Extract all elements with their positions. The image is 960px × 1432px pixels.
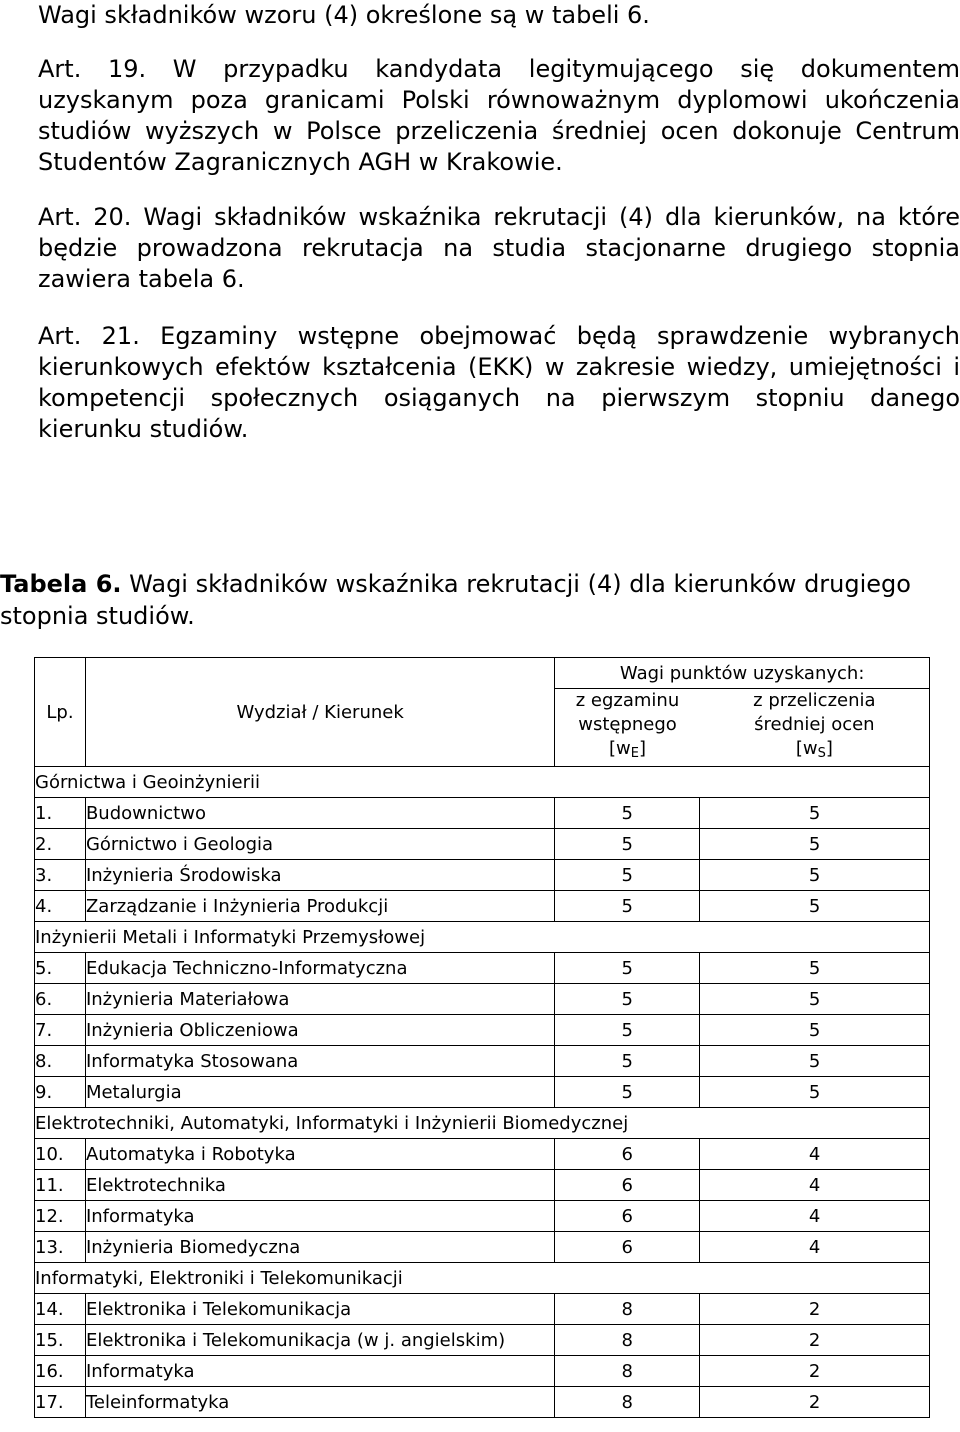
table-row [35,1077,930,1108]
row-number: 5. [35,953,86,984]
exam-weight: 6 [555,1232,700,1263]
exam-weight: 5 [555,1046,700,1077]
exam-weight: 5 [555,891,700,922]
program-name: Elektrotechnika [85,1170,554,1201]
header-lp: Lp. [35,658,86,767]
program-name: Edukacja Techniczno-Informatyczna [85,953,554,984]
table-row [35,1170,930,1201]
table-row [35,1387,930,1418]
table-caption-text: Wagi składników wskaźnika rekrutacji (4) dla kierunków drugiego stopnia studiów. [0,570,911,630]
weights-table-body [35,767,930,1418]
average-weight: 5 [700,1046,930,1077]
header-average-weight [700,689,930,767]
table-row [35,1232,930,1263]
article-19-text: W przypadku kandydata legitymującego się dokumentem uzyskanym poza granicami Polski równoważnym dyplomowi ukończenia studiów wyższych w Polsce przeliczenia średniej ocen dokonuje Centrum Studentów Zagranicznych AGH w Krakowie. [38,55,960,176]
average-weight: 4 [700,1139,930,1170]
header-exam-line1: z egzaminu [575,690,680,711]
table-caption [0,568,960,632]
table-row [35,891,930,922]
faculty-name: Informatyki, Elektroniki i Telekomunikacji [35,1263,930,1294]
exam-weight: 5 [555,829,700,860]
row-number: 3. [35,860,86,891]
average-weight: 5 [700,860,930,891]
header-exam-weight [555,689,700,767]
average-weight: 4 [700,1232,930,1263]
program-name: Zarządzanie i Inżynieria Produkcji [85,891,554,922]
intro-paragraph: Wagi składników wzoru (4) określone są w tabeli 6. [38,1,650,29]
header-average-line2: średniej ocen [754,714,875,735]
average-weight: 5 [700,1015,930,1046]
header-exam-symbol: $[w_E]$ [609,738,646,761]
faculty-row [35,922,930,953]
exam-weight: 6 [555,1139,700,1170]
exam-weight: 6 [555,1170,700,1201]
program-name: Elektronika i Telekomunikacja [85,1294,554,1325]
program-name: Budownictwo [85,798,554,829]
header-average-symbol: $[w_S]$ [795,738,833,761]
exam-weight: 6 [555,1201,700,1232]
program-name: Teleinformatyka [85,1387,554,1418]
table-row [35,798,930,829]
program-name: Inżynieria Środowiska [85,860,554,891]
table-row [35,1015,930,1046]
average-weight: 5 [700,984,930,1015]
program-name: Informatyka Stosowana [85,1046,554,1077]
exam-weight: 5 [555,798,700,829]
row-number: 4. [35,891,86,922]
program-name: Inżynieria Obliczeniowa [85,1015,554,1046]
average-weight: 5 [700,798,930,829]
article-20-text: Wagi składników wskaźnika rekrutacji (4) dla kierunków, na które będzie prowadzona rekrutacja na studia stacjonarne drugiego stopnia zawiera tabela 6. [38,203,960,293]
program-name: Inżynieria Biomedyczna [85,1232,554,1263]
article-20-number: Art. 20. [38,203,132,231]
faculty-name: Górnictwa i Geoinżynierii [35,767,930,798]
row-number: 17. [35,1387,86,1418]
table-caption-label: Tabela 6. [0,570,122,598]
exam-weight: 5 [555,984,700,1015]
program-name: Informatyka [85,1201,554,1232]
average-weight: 5 [700,953,930,984]
exam-weight: 8 [555,1387,700,1418]
average-weight: 4 [700,1201,930,1232]
program-name: Automatyka i Robotyka [85,1139,554,1170]
program-name: Metalurgia [85,1077,554,1108]
average-weight: 5 [700,891,930,922]
exam-weight: 8 [555,1356,700,1387]
article-19 [38,54,960,178]
exam-weight: 8 [555,1294,700,1325]
row-number: 14. [35,1294,86,1325]
faculty-name: Elektrotechniki, Automatyki, Informatyki i Inżynierii Biomedycznej [35,1108,930,1139]
header-weights-group: Wagi punktów uzyskanych: [555,658,930,689]
table-row [35,860,930,891]
table-row [35,1046,930,1077]
row-number: 8. [35,1046,86,1077]
table-row [35,1201,930,1232]
article-19-number: Art. 19. [38,55,147,83]
exam-weight: 5 [555,1077,700,1108]
average-weight: 5 [700,829,930,860]
average-weight: 2 [700,1356,930,1387]
program-name: Górnictwo i Geologia [85,829,554,860]
table-row [35,953,930,984]
average-weight: 2 [700,1294,930,1325]
article-21-text: Egzaminy wstępne obejmować będą sprawdzenie wybranych kierunkowych efektów kształcenia (EKK) w zakresie wiedzy, umiejętności i kompetencji społecznych osiąganych na pierwszym stopniu danego kierunku studiów. [38,322,960,443]
faculty-row [35,767,930,798]
table-row [35,1294,930,1325]
exam-weight: 5 [555,860,700,891]
row-number: 11. [35,1170,86,1201]
article-21 [38,321,960,445]
row-number: 9. [35,1077,86,1108]
faculty-name: Inżynierii Metali i Informatyki Przemysłowej [35,922,930,953]
row-number: 7. [35,1015,86,1046]
article-20 [38,202,960,295]
table-row [35,984,930,1015]
exam-weight: 5 [555,953,700,984]
faculty-row [35,1108,930,1139]
average-weight: 4 [700,1170,930,1201]
row-number: 1. [35,798,86,829]
row-number: 10. [35,1139,86,1170]
table-row [35,1356,930,1387]
average-weight: 2 [700,1387,930,1418]
program-name: Elektronika i Telekomunikacja (w j. angielskim) [85,1325,554,1356]
program-name: Inżynieria Materiałowa [85,984,554,1015]
table-row [35,1325,930,1356]
faculty-row [35,1263,930,1294]
exam-weight: 5 [555,1015,700,1046]
row-number: 6. [35,984,86,1015]
weights-table [34,657,930,1418]
header-exam-line2: wstępnego [578,714,677,735]
row-number: 13. [35,1232,86,1263]
table-row [35,1139,930,1170]
header-average-line1: z przeliczenia [753,690,876,711]
exam-weight: 8 [555,1325,700,1356]
row-number: 2. [35,829,86,860]
program-name: Informatyka [85,1356,554,1387]
header-name: Wydział / Kierunek [85,658,554,767]
article-21-number: Art. 21. [38,322,140,350]
table-row [35,829,930,860]
average-weight: 2 [700,1325,930,1356]
row-number: 16. [35,1356,86,1387]
row-number: 15. [35,1325,86,1356]
average-weight: 5 [700,1077,930,1108]
row-number: 12. [35,1201,86,1232]
